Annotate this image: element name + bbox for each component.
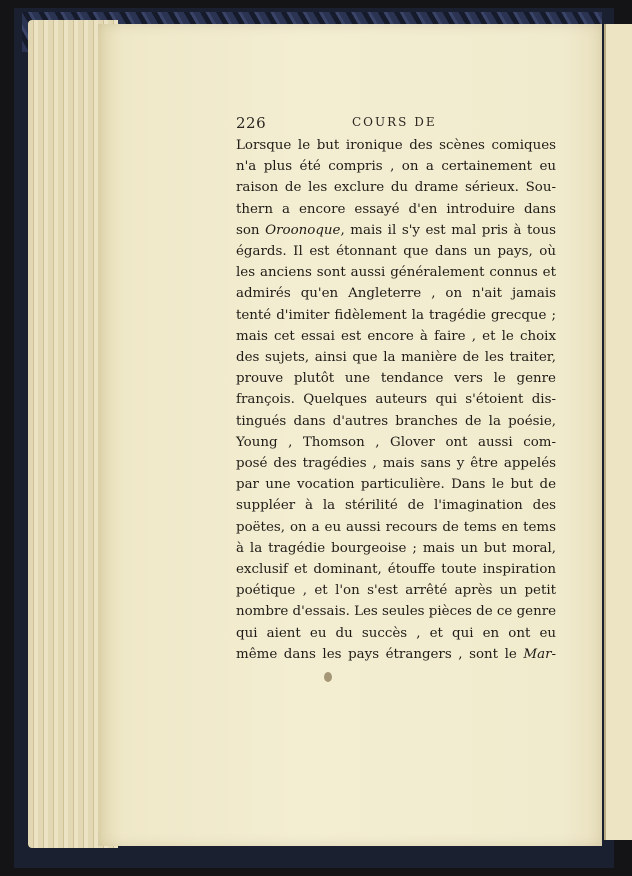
text-line: raison de les exclure du drame sérieux. Sou- [236,180,556,196]
text-line: tenté d'imiter fidèlement la tragédie grecque ; [236,307,556,323]
text-line: des sujets, ainsi que la manière de les traiter, [236,350,556,366]
text-line: par une vocation particulière. Dans le but de [236,477,556,493]
text-line: exclusif et dominant, étouffe toute inspiration [236,562,556,578]
running-title: COURS DE [352,115,437,129]
text-line: qui aient eu du succès , et qui en ont eu [236,625,556,641]
text-line: n'a plus été compris , on a certainement eu [236,159,556,175]
page-number: 226 [236,114,267,132]
text-line: mais cet essai est encore à faire , et le choix [236,328,556,344]
text-line [236,644,556,665]
ink-spot [324,672,332,682]
text-line: les anciens sont aussi généralement connus et [236,265,556,281]
text-line: suppléer à la stérilité de l'imagination des [236,498,556,514]
italic-title: Oroonoque [265,222,341,238]
text-line: à la tragédie bourgeoise ; mais un but moral, [236,540,556,556]
text-line: nombre d'essais. Les seules pièces de ce genre [236,604,557,620]
text-line [236,220,556,241]
text-line: admirés qu'en Angleterre , on n'ait jamais [236,286,556,302]
text-line: poétique , et l'on s'est arrêté après un petit [236,583,556,599]
text-line: poëtes, on a eu aussi recours de tems en tems [236,519,556,535]
facing-page-edge [604,24,632,840]
italic-word: Mar- [523,646,556,662]
text-line: thern a encore essayé d'en introduire dans [236,201,556,217]
text-line: égards. Il est étonnant que dans un pays, où [236,244,556,260]
text-line: tingués dans d'autres branches de la poésie, [236,413,556,429]
page-header [236,114,536,136]
text-line: posé des tragédies , mais sans y être appelés [236,456,556,472]
text-line: françois. Quelques auteurs qui s'étoient dis- [236,392,556,408]
text-line: Young , Thomson , Glover ont aussi com- [236,434,556,450]
text-fragment: même dans les pays étrangers , sont le [236,646,524,662]
text-line: Lorsque le but ironique des scènes comiques [236,138,556,153]
body-text [236,135,556,665]
text-line: prouve plutôt une tendance vers le genre [236,371,556,387]
text-fragment: son [236,222,266,238]
text-fragment: , mais il s'y est mal pris à tous [340,222,556,238]
